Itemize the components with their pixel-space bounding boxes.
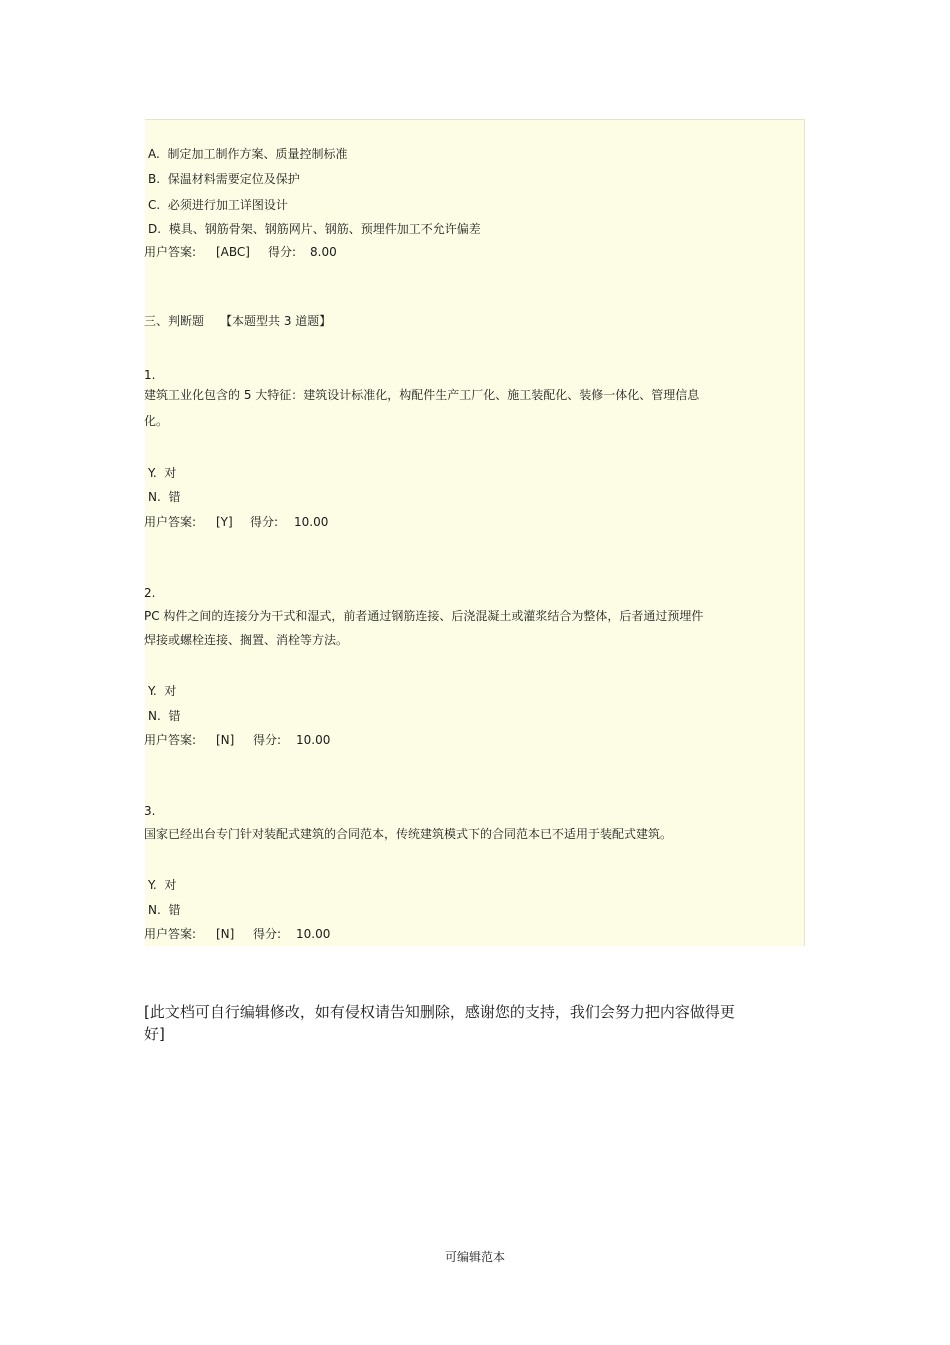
question-text: 国家已经出台专门针对装配式建筑的合同范本，传统建筑模式下的合同范本已不适用于装配式建筑。 [144,827,673,841]
question-number: 3. [144,804,156,818]
option-b: B. 保温材料需要定位及保护 [148,172,300,186]
question-text: PC 构件之间的连接分为干式和湿式，前者通过钢筋连接、后浇混凝土或灌浆结合为整体，后者通过预埋件 [144,609,704,623]
option-true: Y. 对 [148,684,177,698]
question-text: 建筑工业化包含的 5 大特征：建筑设计标准化，构配件生产工厂化、施工装配化、装修一体化、管理信息 [144,388,700,402]
option-false: N. 错 [148,709,181,723]
option-a: A. 制定加工制作方案、质量控制标准 [148,147,348,161]
question-number: 1. [144,368,156,382]
answer-row: 用户答案: [ABC] 得分: 8.00 [144,245,337,259]
question-text-cont: 焊接或螺栓连接、搁置、消栓等方法。 [144,633,349,647]
option-true: Y. 对 [148,466,177,480]
question-text-cont: 化。 [144,414,169,428]
answer-row: 用户答案: [N] 得分: 10.00 [144,733,331,747]
option-c: C. 必须进行加工详图设计 [148,198,288,212]
answer-row: 用户答案: [N] 得分: 10.00 [144,927,331,941]
option-false: N. 错 [148,490,181,504]
section-title: 三、判断题 【本题型共 3 道题】 [144,314,332,328]
page-footer: 可编辑范本 [444,1250,505,1264]
option-true: Y. 对 [148,878,177,892]
option-false: N. 错 [148,903,181,917]
answer-row: 用户答案: [Y] 得分: 10.00 [144,515,329,529]
option-d: D. 模具、钢筋骨架、钢筋网片、钢筋、预埋件加工不允许偏差 [148,222,481,236]
edit-note: [此文档可自行编辑修改，如有侵权请告知删除，感谢您的支持，我们会努力把内容做得更好] [144,1003,735,1043]
question-number: 2. [144,586,156,600]
